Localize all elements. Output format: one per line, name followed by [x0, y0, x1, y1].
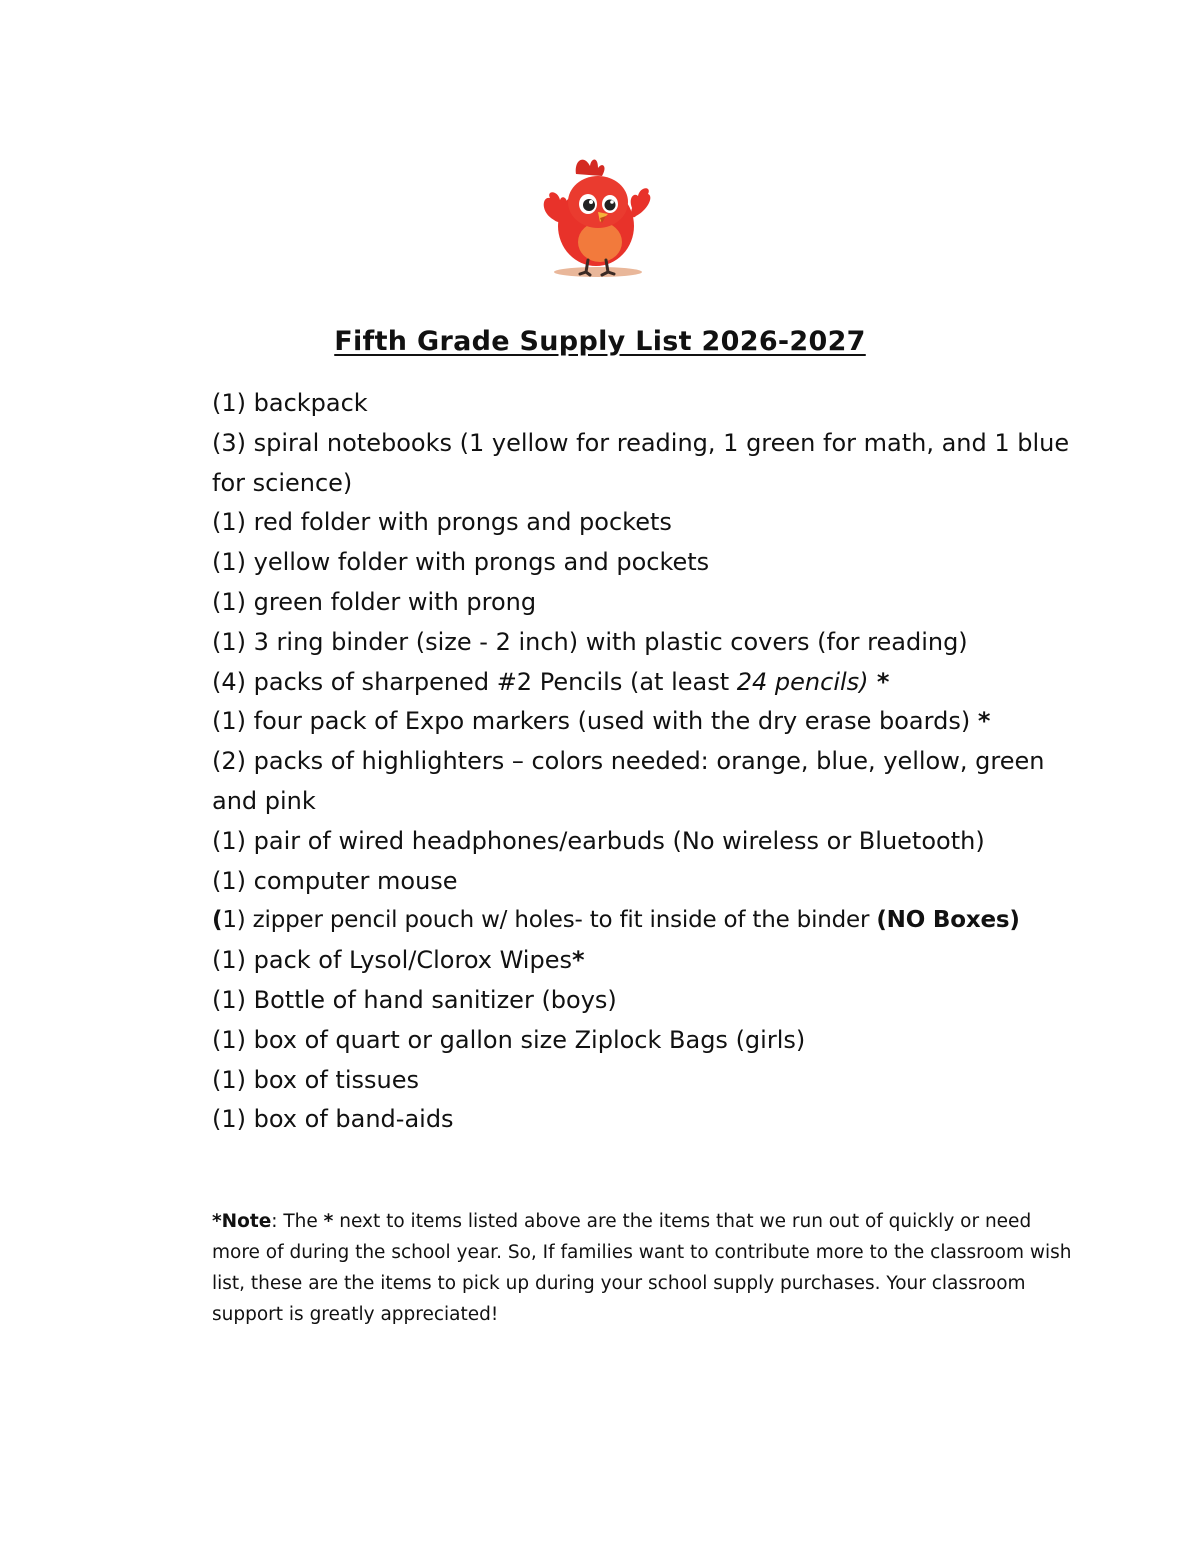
note-body: next to items listed above are the items that we run out of quickly or need more of during the school year. So, If families want to contribute more to the classroom wish list, these are the items to pick up during your school supply purchases. Your classroom support is greatly appreciated!: [212, 1211, 1072, 1325]
list-item: (4) packs of sharpened #2 Pencils (at least 24 pencils) *: [212, 667, 890, 696]
list-item: (1) pack of Lysol/Clorox Wipes*: [212, 946, 585, 975]
list-item: (2) packs of highlighters – colors needed: orange, blue, yellow, green and pink: [212, 747, 1045, 815]
list-item: (1) red folder with prongs and pockets: [212, 508, 672, 537]
list-item: (1) pair of wired headphones/earbuds (No wireless or Bluetooth): [212, 826, 985, 855]
page-title: Fifth Grade Supply List 2026-2027: [334, 326, 866, 357]
list-item: (1) box of band-aids: [212, 1105, 454, 1134]
note-paragraph: *Note: The * next to items listed above are the items that we run out of quickly or need more of during the school year. So, If families want to contribute more to the classroom wish list, these are the items to pick up during your school supply purchases. Your classroom support is greatly appreciated!: [212, 1211, 1072, 1325]
list-item: (1) box of quart or gallon size Ziplock Bags (girls): [212, 1025, 806, 1054]
note-label: *Note: [212, 1211, 272, 1232]
list-item: (1) zipper pencil pouch w/ holes- to fit inside of the binder (NO Boxes): [212, 907, 1020, 934]
list-item: (1) backpack: [212, 389, 368, 417]
list-item: (1) 3 ring binder (size - 2 inch) with plastic covers (for reading): [212, 627, 968, 656]
list-item: (1) four pack of Expo markers (used with the dry erase boards) *: [212, 707, 991, 736]
supply-list: [212, 384, 1072, 1140]
list-item: (3) spiral notebooks (1 yellow for reading, 1 green for math, and 1 blue for science): [212, 428, 1070, 497]
list-item: (1) green folder with prong: [212, 587, 537, 616]
list-item: (1) box of tissues: [212, 1065, 419, 1094]
list-item: (1) Bottle of hand sanitizer (boys): [212, 985, 617, 1014]
list-item: (1) yellow folder with prongs and pockets: [212, 548, 710, 577]
list-item: (1) computer mouse: [212, 866, 458, 895]
cardinal-bird-icon: [536, 152, 660, 282]
